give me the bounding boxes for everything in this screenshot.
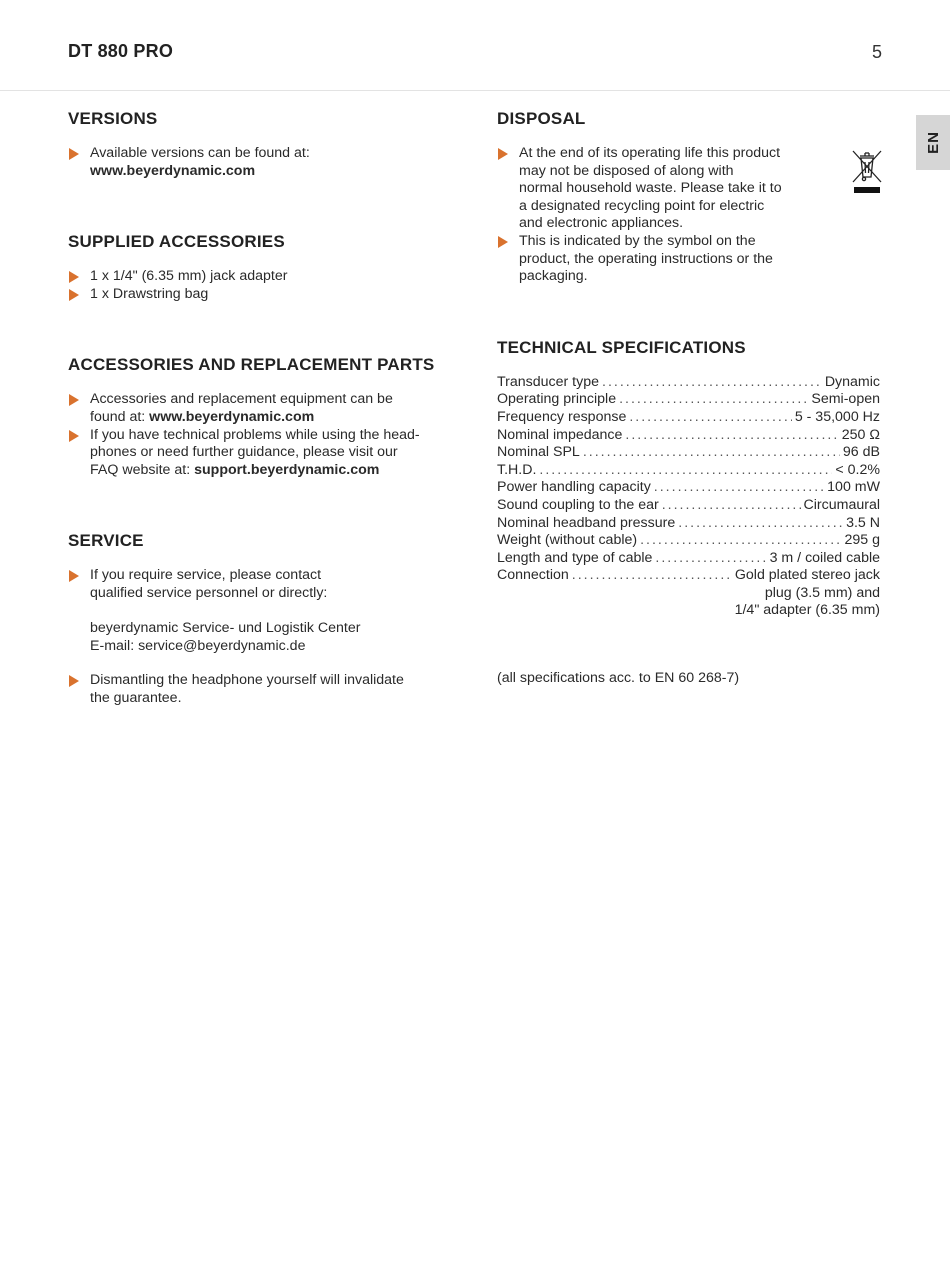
spec-row: Nominal impedance ..... 250 Ω	[497, 427, 880, 445]
disposal-section	[497, 108, 880, 286]
service-center-name: beyerdynamic Service- und Logistik Center	[90, 620, 361, 637]
list-item: Available versions can be found at: www.beyerdynamic.com	[68, 145, 460, 180]
list-item: If you have technical problems while using the head- phones or need further guidance, please visit our FAQ website at: support.beyerdynamic.com	[68, 427, 460, 480]
bullet-triangle-icon	[69, 394, 79, 406]
bullet-triangle-icon	[69, 148, 79, 160]
spec-row: Frequency response ..... 5 - 35,000 Hz	[497, 409, 880, 427]
dot-leader	[619, 391, 808, 409]
website-link[interactable]: www.beyerdynamic.com	[90, 162, 256, 179]
disposal-list	[497, 145, 880, 286]
spec-row: Nominal headband pressure ..... 3.5 N	[497, 515, 880, 533]
service-email[interactable]: E-mail: service@beyerdynamic.de	[90, 637, 306, 654]
spec-continuation: 1/4" adapter (6.35 mm)	[734, 602, 880, 619]
dot-leader	[602, 374, 822, 392]
dot-leader	[678, 515, 843, 533]
page-number: 5	[871, 42, 882, 62]
versions-list	[68, 145, 460, 180]
disposal-heading: DISPOSAL	[497, 109, 586, 128]
spec-row: Connection ..... Gold plated stereo jack	[497, 567, 880, 585]
list-item: 1 x 1/4" (6.35 mm) jack adapter	[68, 268, 460, 286]
supplied-accessories-heading: SUPPLIED ACCESSORIES	[68, 232, 285, 252]
left-column	[68, 108, 460, 708]
bullet-triangle-icon	[69, 271, 79, 283]
dot-leader	[539, 462, 832, 480]
tech-specs-heading: TECHNICAL SPECIFICATIONS	[497, 337, 746, 357]
spec-row: T.H.D. ..... < 0.2%	[497, 462, 880, 480]
versions-section	[68, 108, 460, 180]
spec-row: Transducer type ..... Dynamic	[497, 374, 880, 392]
language-tab[interactable]	[916, 115, 950, 170]
list-item: Accessories and replacement equipment can be found at: www.beyerdynamic.com	[68, 391, 460, 426]
accessories-parts-section	[68, 354, 460, 479]
bullet-triangle-icon	[69, 430, 79, 442]
accessories-parts-heading: ACCESSORIES AND REPLACEMENT PARTS	[68, 355, 435, 375]
spec-row: Operating principle ..... Semi-open	[497, 391, 880, 409]
dot-leader	[625, 427, 838, 445]
crossed-out-wheelie-bin-icon	[851, 148, 883, 196]
list-item: Dismantling the headphone yourself will invalidate the guarantee.	[68, 672, 460, 707]
dot-leader	[629, 409, 791, 427]
list-item: This is indicated by the symbol on the product, the operating instructions or the packaging.	[497, 233, 880, 286]
bullet-triangle-icon	[498, 236, 508, 248]
list-item: 1 x Drawstring bag	[68, 286, 460, 304]
spec-row: Length and type of cable ..... 3 m / coiled cable	[497, 550, 880, 568]
service-heading: SERVICE	[68, 531, 144, 551]
versions-heading: VERSIONS	[68, 109, 158, 128]
dot-leader	[655, 550, 766, 568]
dot-leader	[583, 444, 840, 462]
website-link[interactable]: www.beyerdynamic.com	[149, 408, 315, 425]
list-item: If you require service, please contact qualified service personnel or directly: beyerdynamic Service- und Logistik Center E-mail: service@beyerdynamic.de	[68, 567, 460, 655]
spec-table	[497, 374, 880, 620]
dot-leader	[640, 532, 841, 550]
bullet-triangle-icon	[69, 289, 79, 301]
accessories-parts-list	[68, 391, 460, 479]
list-item: At the end of its operating life this product may not be disposed of along with normal household waste. Please take it to a designated recycling point for electric and electronic appliances.	[497, 145, 880, 233]
dot-leader	[654, 479, 824, 497]
language-tab-label: EN	[924, 131, 942, 154]
bullet-triangle-icon	[69, 570, 79, 582]
service-section	[68, 530, 460, 707]
spec-continuation: plug (3.5 mm) and	[764, 584, 880, 601]
supplied-accessories-list	[68, 268, 460, 303]
right-column	[497, 108, 880, 688]
bullet-triangle-icon	[498, 148, 508, 160]
bullet-triangle-icon	[69, 675, 79, 687]
document-title: DT 880 PRO	[68, 41, 174, 61]
service-list	[68, 567, 460, 707]
spec-row: Power handling capacity ..... 100 mW	[497, 479, 880, 497]
page-header	[0, 0, 950, 91]
dot-leader	[662, 497, 801, 515]
spec-row: Sound coupling to the ear ..... Circumaural	[497, 497, 880, 515]
spec-row: Weight (without cable) ..... 295 g	[497, 532, 880, 550]
dot-leader	[572, 567, 732, 585]
tech-specs-section	[497, 337, 880, 688]
spec-footnote: (all specifications acc. to EN 60 268-7)	[497, 670, 740, 687]
spec-row: Nominal SPL ..... 96 dB	[497, 444, 880, 462]
support-link[interactable]: support.beyerdynamic.com	[194, 461, 380, 478]
supplied-accessories-section	[68, 231, 460, 303]
